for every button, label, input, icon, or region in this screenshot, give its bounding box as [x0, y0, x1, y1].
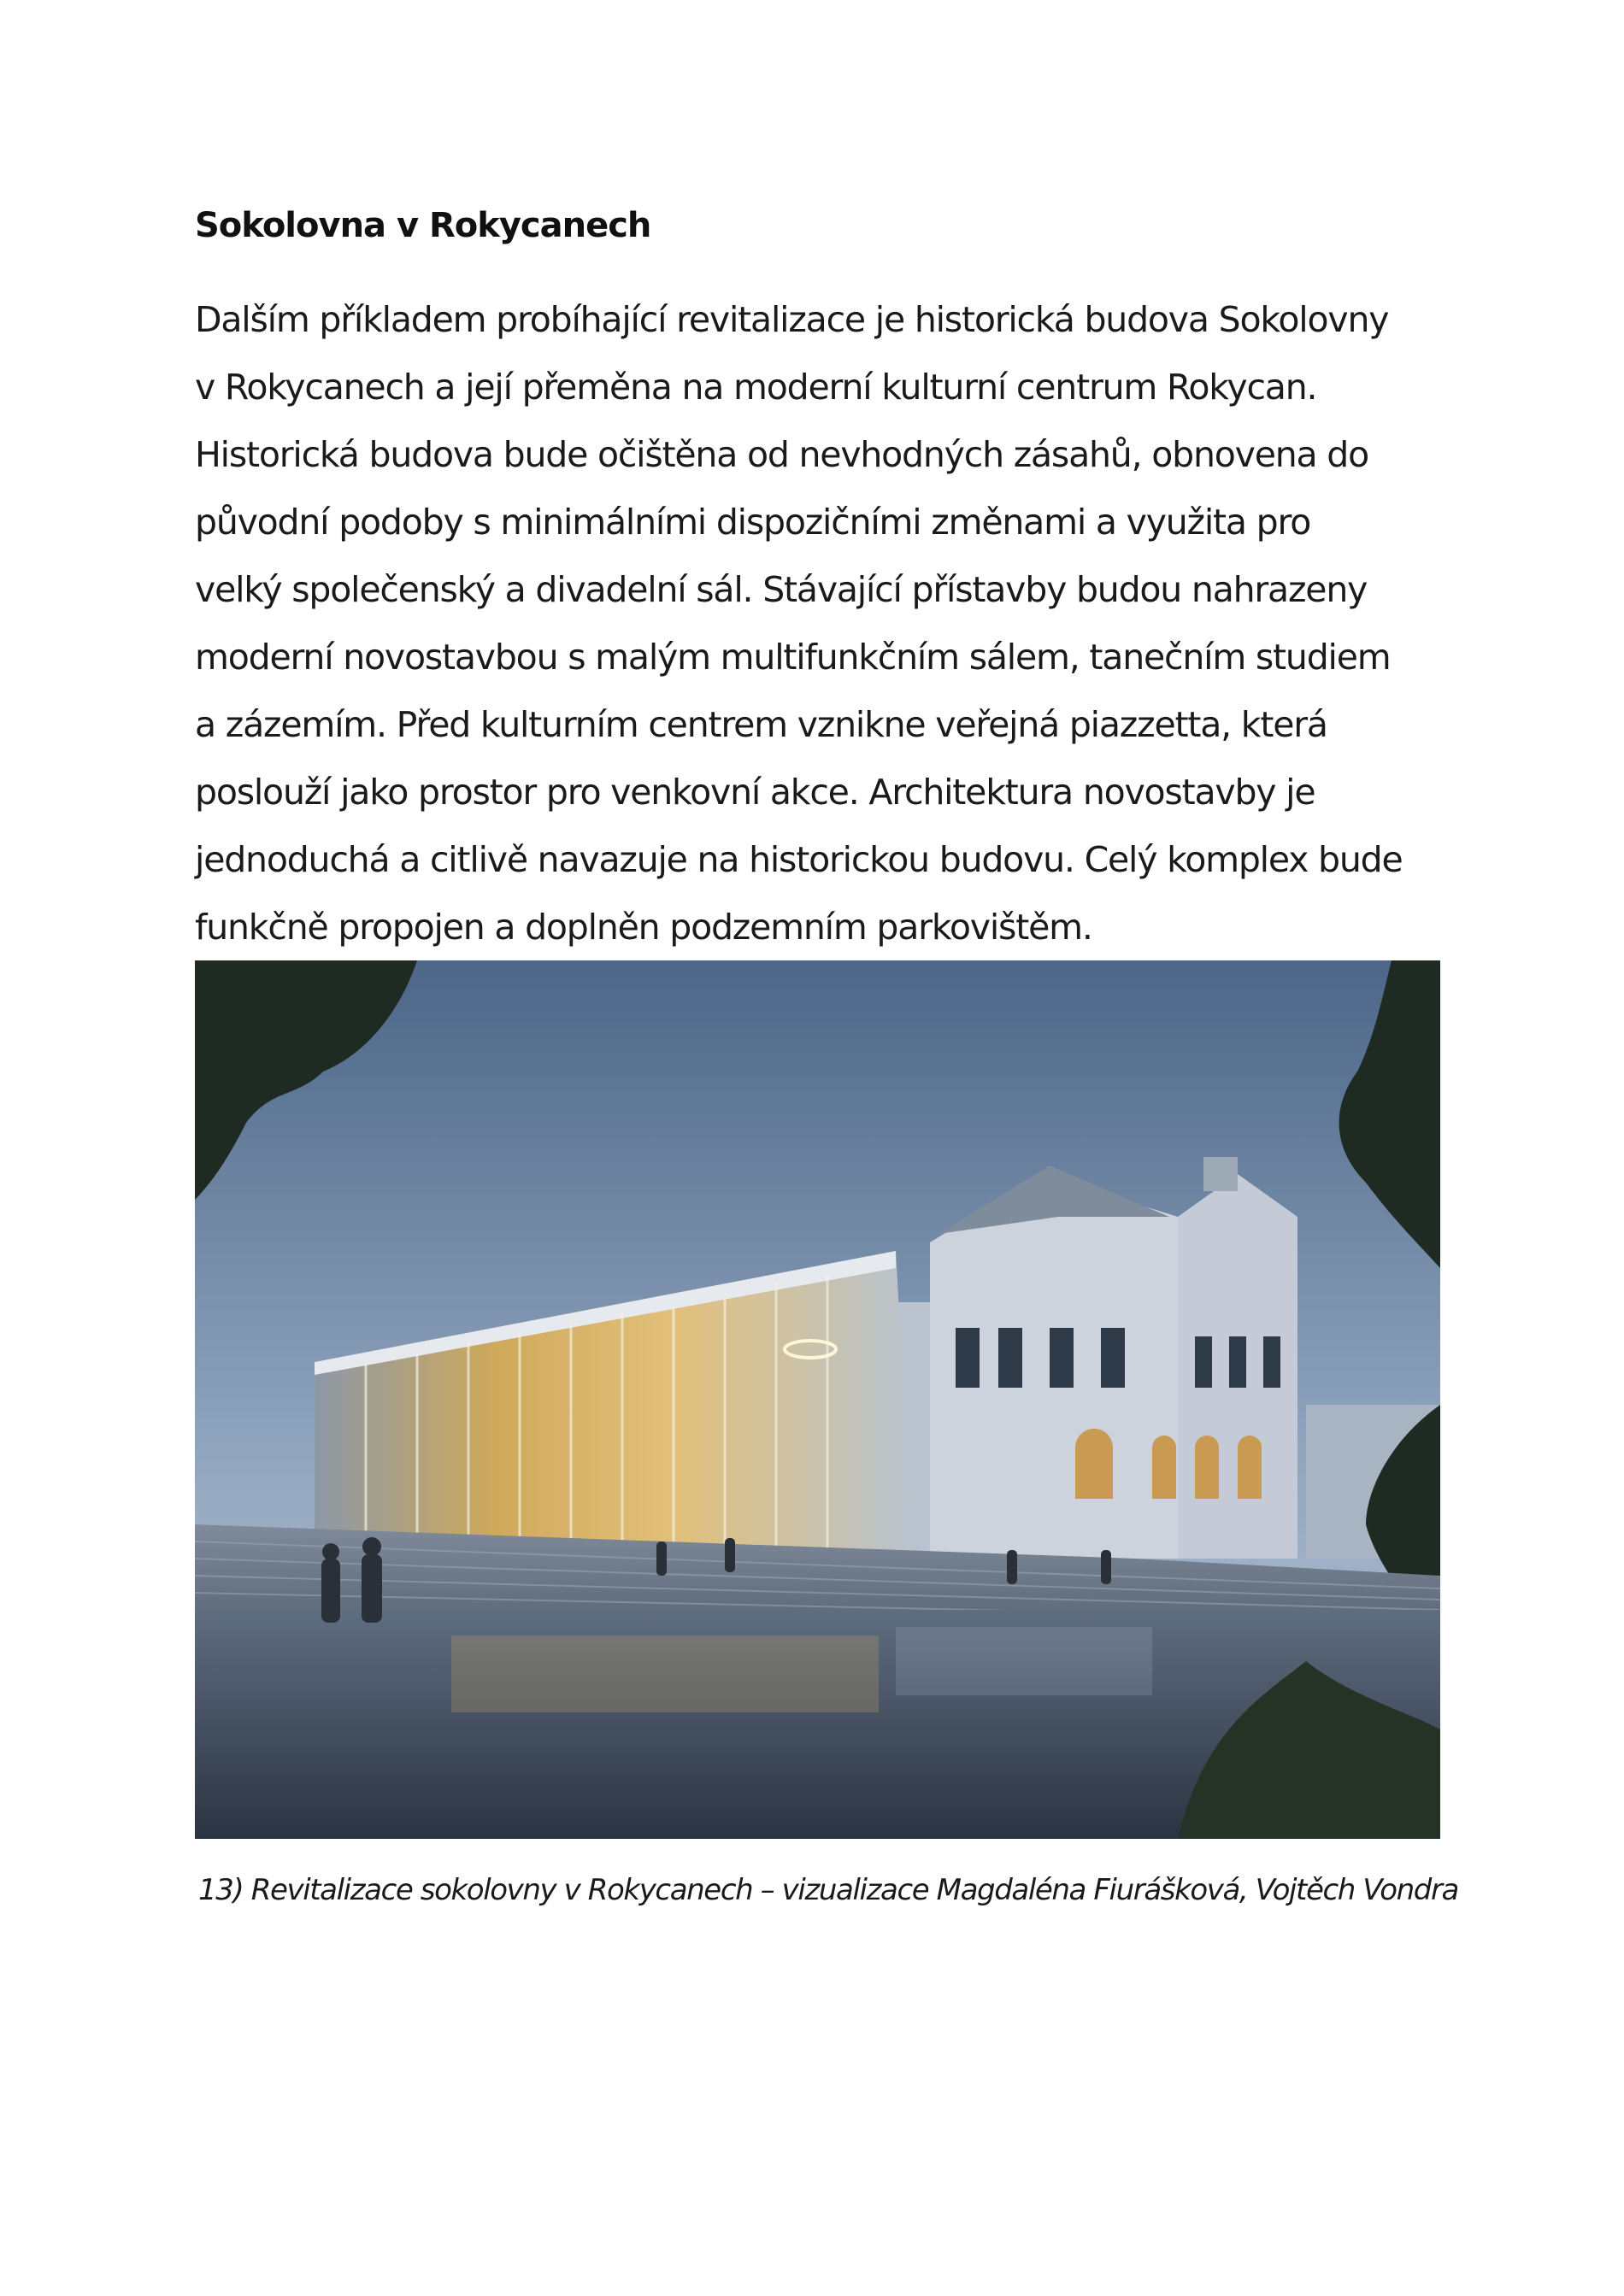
paragraph-line: původní podoby s minimálními dispozičními změnami a využita pro: [195, 502, 1311, 543]
paragraph-line: v Rokycanech a její přeměna na moderní kulturní centrum Rokycan.: [195, 367, 1317, 408]
paragraph-line: a zázemím. Před kulturním centrem vznikne veřejná piazzetta, která: [195, 704, 1327, 745]
section-heading: Sokolovna v Rokycanech: [195, 206, 651, 245]
body-paragraph: [195, 286, 1451, 961]
paragraph-line: Historická budova bude očištěna od nevhodných zásahů, obnovena do: [195, 434, 1368, 475]
paragraph-line: moderní novostavbou s malým multifunkčním sálem, tanečním studiem: [195, 637, 1391, 678]
visualization-illustration: [195, 960, 1440, 1839]
paragraph-line: funkčně propojen a doplněn podzemním parkovištěm.: [195, 907, 1092, 948]
paragraph-line: poslouží jako prostor pro venkovní akce. Architektura novostavby je: [195, 772, 1315, 813]
architectural-visualization-image: [195, 960, 1440, 1839]
paragraph-line: velký společenský a divadelní sál. Stávající přístavby budou nahrazeny: [195, 569, 1368, 610]
paragraph-line: Dalším příkladem probíhající revitalizace je historická budova Sokolovny: [195, 299, 1389, 340]
paragraph-line: jednoduchá a citlivě navazuje na historickou budovu. Celý komplex bude: [195, 839, 1403, 880]
figure-caption: 13) Revitalizace sokolovny v Rokycanech – vizualizace Magdaléna Fiurášková, Vojtěch Vondra: [198, 1873, 1458, 1907]
